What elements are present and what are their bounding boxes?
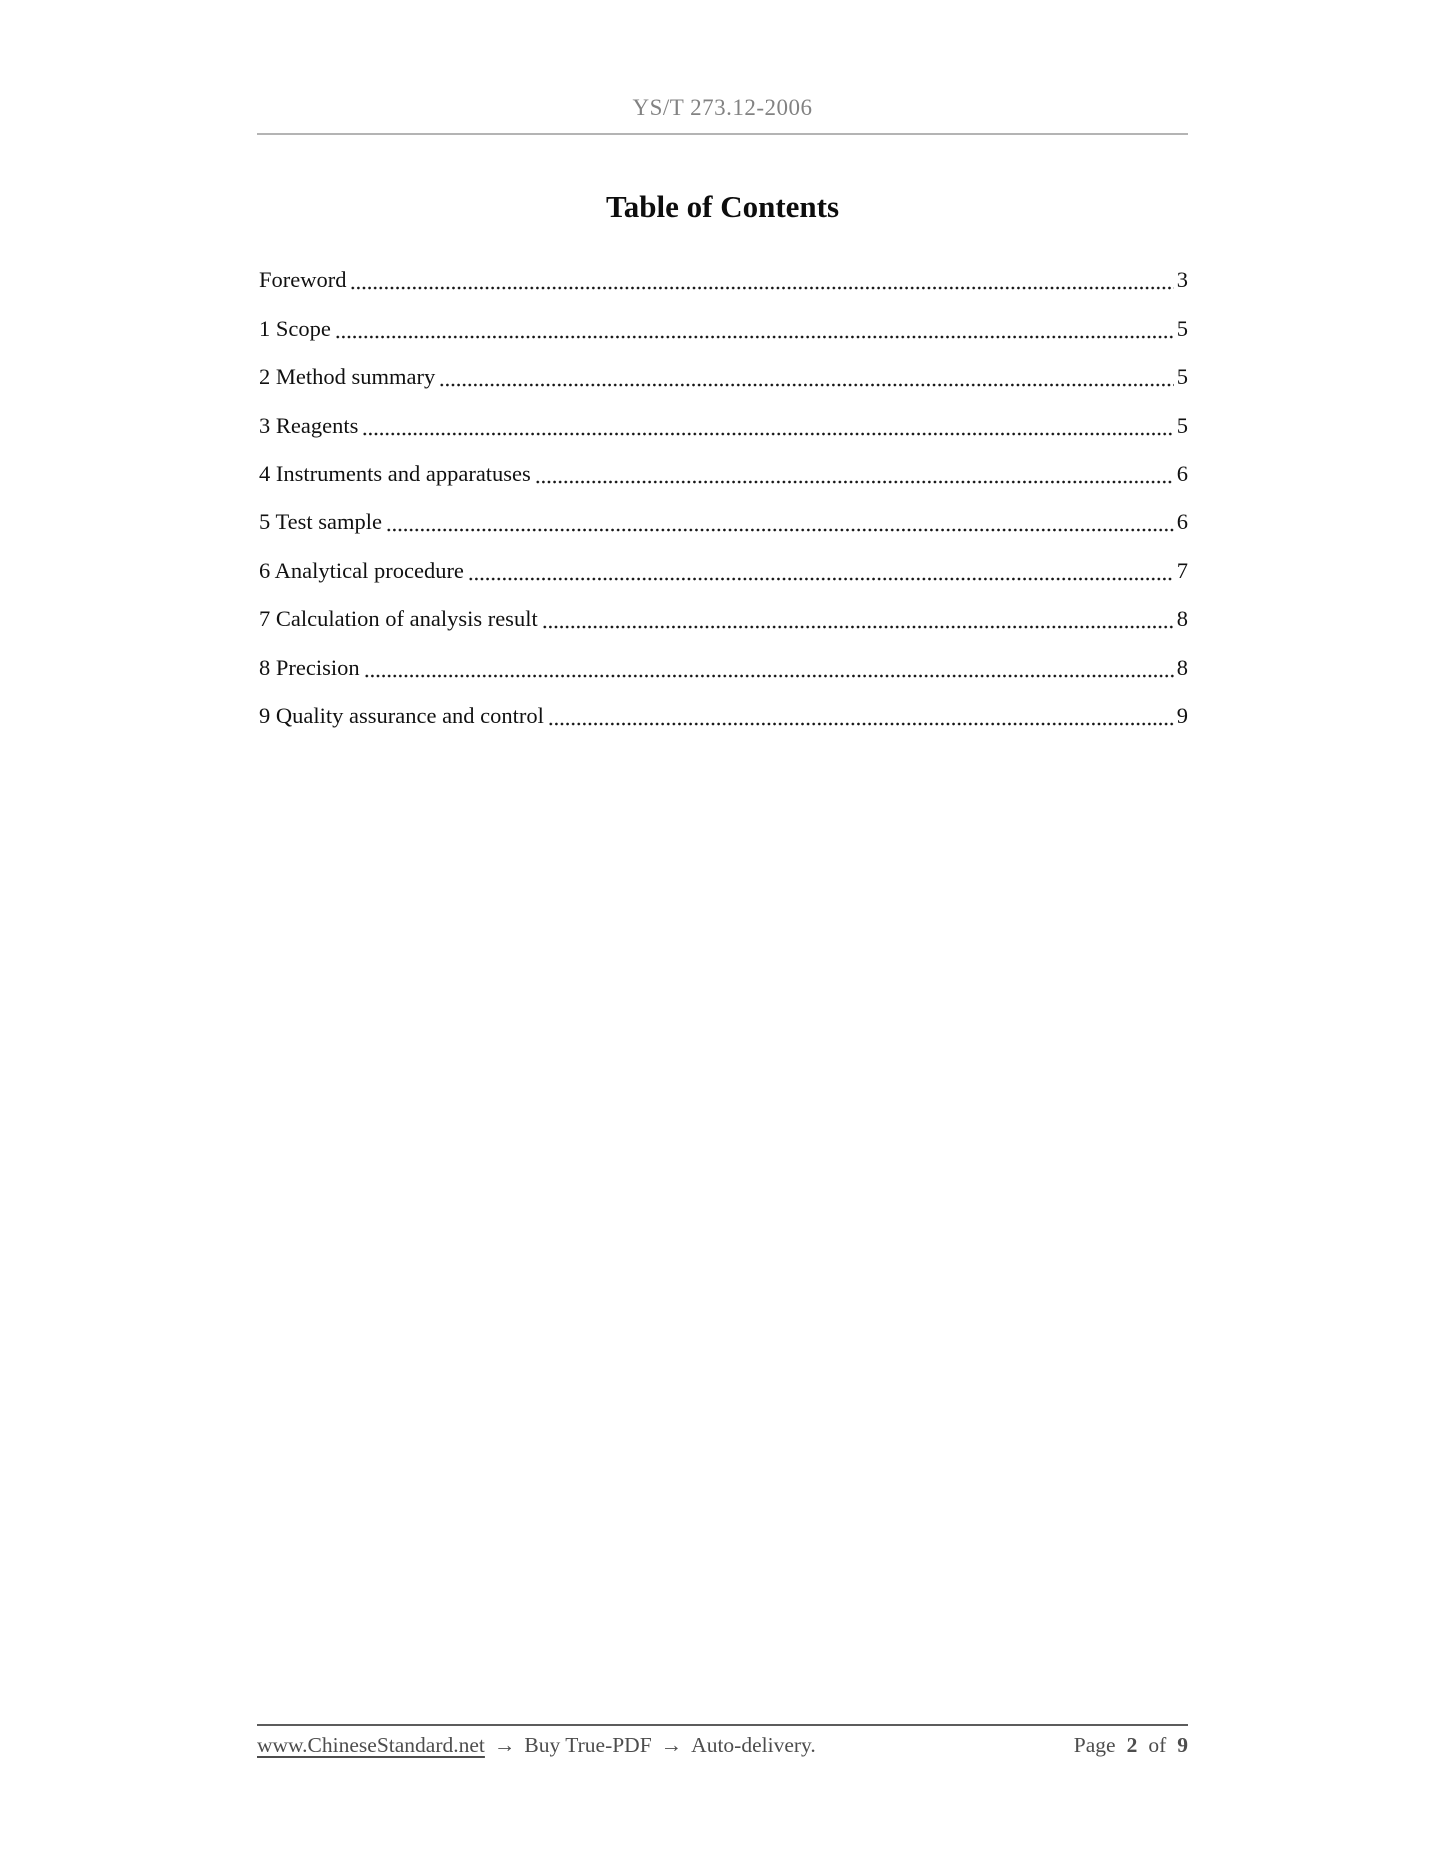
dot-leader [362,432,1173,436]
toc-entry-analytical-procedure [259,541,1188,589]
arrow-icon: → [660,1733,683,1757]
page-of-label: of [1148,1733,1167,1757]
toc-entry-page-number: 7 [1176,557,1188,583]
dot-leader [386,528,1174,532]
dot-leader [542,625,1174,629]
toc-entry-label: 7 Calculation of analysis result [259,606,538,632]
toc-entry-label: Foreword [259,267,347,293]
current-page-number: 2 [1126,1733,1138,1757]
toc-entry-label: 1 Scope [259,315,331,341]
toc-entry-foreword [259,251,1188,299]
dot-leader [335,335,1174,339]
toc-entry-label: 3 Reagents [259,412,359,438]
footer-delivery-text: Auto-delivery. [691,1733,816,1757]
footer-buy-text: Buy True-PDF [524,1733,652,1757]
toc-entry-page-number: 8 [1176,654,1188,680]
toc-entry-quality-assurance [259,687,1188,735]
toc-entry-page-number: 8 [1176,606,1188,632]
document-code-header: YS/T 273.12-2006 [632,95,813,120]
toc-entry-page-number: 6 [1176,509,1188,535]
footer-source-line [257,1733,816,1758]
toc-entry-label: 6 Analytical procedure [259,557,464,583]
table-of-contents [259,251,1188,735]
toc-entry-label: 2 Method summary [259,364,436,390]
toc-entry-label: 5 Test sample [259,509,382,535]
site-link[interactable]: www.ChineseStandard.net [257,1733,485,1757]
dot-leader [548,722,1174,726]
toc-entry-scope [259,299,1188,347]
total-page-number: 9 [1177,1733,1188,1757]
dot-leader [535,480,1174,484]
toc-entry-page-number: 6 [1176,460,1188,486]
dot-leader [350,286,1173,290]
dot-leader [468,577,1174,581]
toc-entry-page-number: 5 [1176,364,1188,390]
page-footer [257,1724,1188,1758]
toc-entry-page-number: 9 [1176,702,1188,728]
toc-entry-instruments [259,445,1188,493]
toc-entry-page-number: 5 [1176,412,1188,438]
toc-entry-precision [259,638,1188,686]
toc-entry-reagents [259,396,1188,444]
toc-entry-label: 8 Precision [259,654,360,680]
dot-leader [364,674,1174,678]
page-label: Page [1073,1733,1116,1757]
dot-leader [439,383,1174,387]
toc-entry-page-number: 3 [1176,267,1188,293]
toc-entry-calculation [259,590,1188,638]
page-title: Table of Contents [605,189,840,224]
toc-entry-method-summary [259,348,1188,396]
toc-entry-page-number: 5 [1176,315,1188,341]
toc-entry-label: 9 Quality assurance and control [259,702,544,728]
arrow-icon: → [493,1733,516,1757]
header-divider [257,133,1188,135]
toc-entry-test-sample [259,493,1188,541]
toc-entry-label: 4 Instruments and apparatuses [259,460,531,486]
page-indicator [1074,1733,1188,1758]
